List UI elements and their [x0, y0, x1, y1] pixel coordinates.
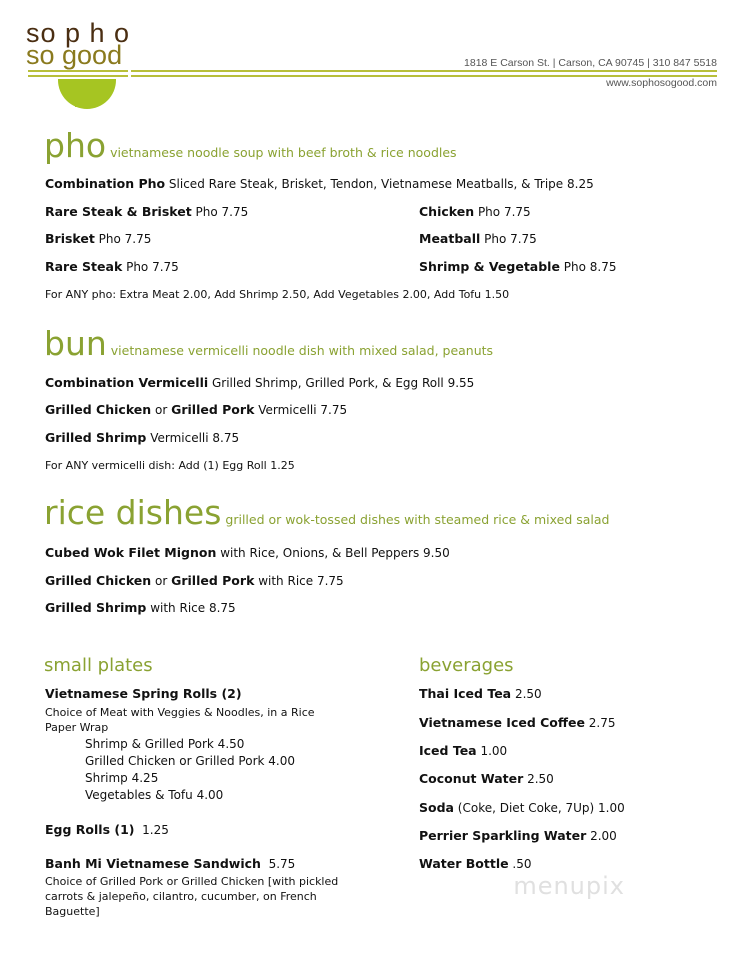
- item-price: 1.25: [142, 823, 169, 837]
- menu-item: [45, 204, 248, 219]
- item-detail: Pho 7.75: [474, 205, 531, 219]
- item-name: Shrimp & Vegetable: [419, 259, 560, 274]
- menu-item: [45, 686, 242, 701]
- item-detail: Pho 7.75: [480, 232, 537, 246]
- item-name: Grilled Chicken: [45, 573, 152, 588]
- menu-item: [419, 686, 542, 701]
- bun-note: For ANY vermicelli dish: Add (1) Egg Roll 1.25: [45, 459, 295, 472]
- item-detail: Pho 7.75: [122, 260, 179, 274]
- item-name: Rare Steak & Brisket: [45, 204, 192, 219]
- item-detail: with Rice 7.75: [254, 574, 344, 588]
- logo-line2: so good: [26, 40, 123, 70]
- website-link[interactable]: www.sophosogood.com: [606, 77, 717, 89]
- item-name: Rare Steak: [45, 259, 123, 274]
- menu-item: [45, 573, 344, 588]
- section-small-plates-title: small plates: [44, 655, 153, 676]
- section-pho-heading: [44, 126, 457, 165]
- item-description: Choice of Meat with Veggies & Noodles, in a Rice Paper Wrap: [45, 706, 315, 734]
- item-name: Meatball: [419, 231, 481, 246]
- logo-line1: so p h o: [26, 18, 131, 48]
- item-detail: Pho 7.75: [191, 205, 249, 219]
- section-subtitle: grilled or wok-tossed dishes with steamed rice & mixed salad: [225, 512, 610, 527]
- item-name: Banh Mi Vietnamese Sandwich: [45, 856, 261, 871]
- item-detail: 2.50: [511, 687, 542, 701]
- divider: [131, 70, 717, 72]
- menu-item: [45, 176, 594, 191]
- item-option: Vegetables & Tofu 4.00: [85, 788, 224, 802]
- item-name: Coconut Water: [419, 771, 524, 786]
- item-detail: Vermicelli 7.75: [254, 403, 348, 417]
- item-detail: Pho 8.75: [559, 260, 617, 274]
- item-detail: Sliced Rare Steak, Brisket, Tendon, Vietnamese Meatballs, & Tripe 8.25: [165, 177, 594, 191]
- item-detail: (Coke, Diet Coke, 7Up) 1.00: [453, 801, 625, 815]
- menu-item: [419, 204, 531, 219]
- item-detail: or: [151, 574, 172, 588]
- item-description: Choice of Grilled Pork or Grilled Chicken [with pickled carrots & jalepeño, cilantro, cucumber, on French Baguette]: [45, 875, 339, 918]
- item-name: Cubed Wok Filet Mignon: [45, 545, 217, 560]
- section-title: pho: [44, 126, 107, 165]
- item-name: Perrier Sparkling Water: [419, 828, 587, 843]
- section-title: rice dishes: [44, 493, 222, 532]
- item-name: Chicken: [419, 204, 475, 219]
- section-beverages-title: beverages: [419, 655, 514, 676]
- item-name: Grilled Pork: [171, 573, 255, 588]
- menu-item: [45, 231, 151, 246]
- item-detail: 2.50: [523, 772, 554, 786]
- menu-item: [45, 600, 236, 615]
- item-name: Grilled Shrimp: [45, 600, 147, 615]
- item-name: Grilled Shrimp: [45, 430, 147, 445]
- item-option: Grilled Chicken or Grilled Pork 4.00: [85, 754, 295, 768]
- item-name: Egg Rolls (1): [45, 822, 135, 837]
- section-rice-heading: [44, 493, 609, 532]
- item-detail: 1.00: [476, 744, 508, 758]
- pho-note: For ANY pho: Extra Meat 2.00, Add Shrimp 2.50, Add Vegetables 2.00, Add Tofu 1.50: [45, 288, 510, 301]
- item-detail: .50: [508, 857, 532, 871]
- item-detail: Grilled Shrimp, Grilled Pork, & Egg Roll 9.55: [208, 376, 475, 390]
- item-price: 5.75: [268, 857, 296, 871]
- menu-item: [419, 259, 616, 274]
- section-bun-heading: [44, 324, 493, 363]
- bowl-foot-icon: [75, 103, 97, 107]
- item-name: Grilled Chicken: [45, 402, 152, 417]
- address: 1818 E Carson St. | Carson, CA 90745 | 310 847 5518: [464, 57, 717, 69]
- menu-item: [45, 430, 239, 445]
- item-name: Combination Pho: [45, 176, 166, 191]
- item-detail: Vermicelli 8.75: [146, 431, 240, 445]
- item-name: Iced Tea: [419, 743, 477, 758]
- menu-item: [45, 545, 450, 560]
- item-option: Shrimp & Grilled Pork 4.50: [85, 737, 245, 751]
- watermark: menupix: [513, 872, 625, 900]
- item-detail: with Rice 8.75: [146, 601, 236, 615]
- menu-item: [419, 828, 617, 843]
- item-name: Grilled Pork: [171, 402, 255, 417]
- item-name: Vietnamese Iced Coffee: [419, 715, 585, 730]
- menu-item: [419, 715, 616, 730]
- item-name: Water Bottle: [419, 856, 509, 871]
- item-detail: 2.00: [586, 829, 617, 843]
- item-name: Thai Iced Tea: [419, 686, 512, 701]
- menu-item: [419, 231, 537, 246]
- item-name: Brisket: [45, 231, 95, 246]
- item-name: Combination Vermicelli: [45, 375, 209, 390]
- item-detail: or: [151, 403, 172, 417]
- menu-item: [419, 856, 531, 871]
- menu-item: [419, 771, 554, 786]
- menu-item: [45, 856, 295, 871]
- menu-item: [45, 259, 179, 274]
- divider: [28, 75, 128, 77]
- item-detail: 2.75: [584, 716, 616, 730]
- item-name: Soda: [419, 800, 454, 815]
- menu-item: [45, 402, 347, 417]
- divider: [28, 70, 128, 72]
- menu-item: [45, 375, 474, 390]
- item-detail: Pho 7.75: [94, 232, 152, 246]
- menu-item: [45, 822, 169, 837]
- item-option: Shrimp 4.25: [85, 771, 159, 785]
- item-detail: with Rice, Onions, & Bell Peppers 9.50: [216, 546, 450, 560]
- section-subtitle: vietnamese noodle soup with beef broth & rice noodles: [110, 145, 457, 160]
- section-title: bun: [44, 324, 107, 363]
- section-subtitle: vietnamese vermicelli noodle dish with mixed salad, peanuts: [110, 343, 494, 358]
- menu-item: [419, 743, 507, 758]
- menu-item: [419, 800, 625, 815]
- item-name: Vietnamese Spring Rolls (2): [45, 686, 242, 701]
